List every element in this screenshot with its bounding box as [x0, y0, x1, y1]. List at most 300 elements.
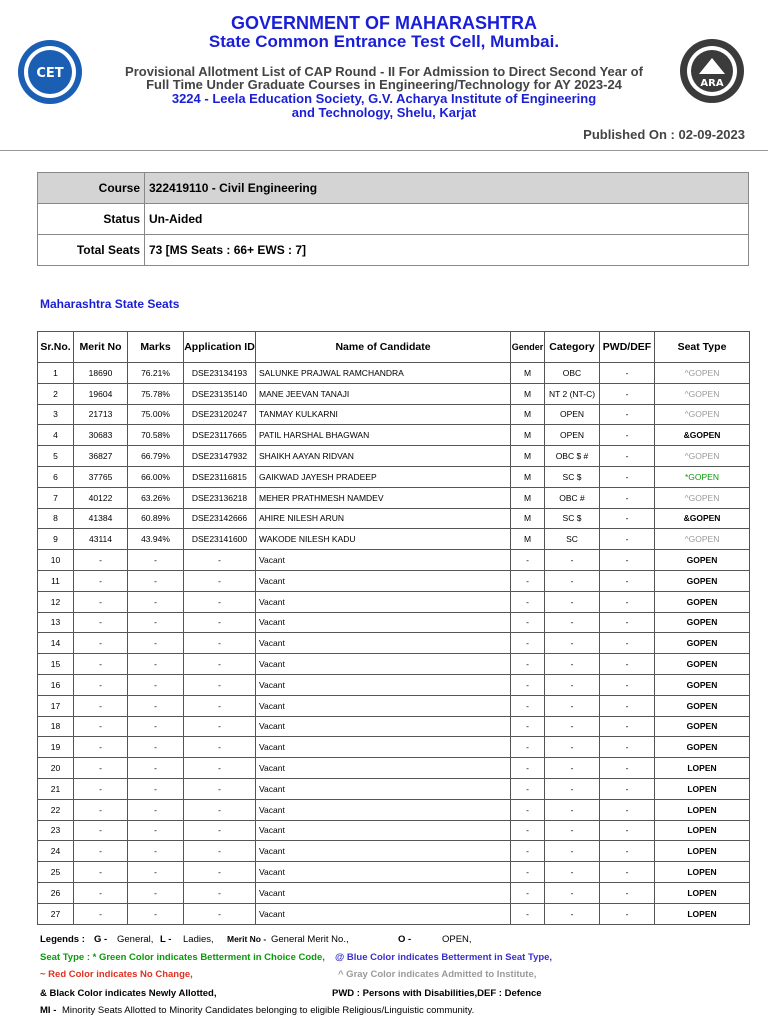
merit-no-cell: - — [74, 633, 128, 654]
legend-line-3 — [40, 969, 537, 980]
sr-no-cell: 2 — [38, 383, 74, 404]
category-cell: - — [545, 882, 600, 903]
merit-no-cell: - — [74, 841, 128, 862]
application-id-cell: DSE23117665 — [184, 425, 256, 446]
legend-gray: ^ Gray Color indicates Admitted to Institute, — [338, 969, 537, 980]
institute-name-1: 3224 - Leela Education Society, G.V. Acharya Institute of Engineering — [171, 91, 597, 106]
application-id-cell: - — [184, 716, 256, 737]
merit-no-cell: 30683 — [74, 425, 128, 446]
table-row — [38, 841, 750, 862]
list-subtitle-2: Full Time Under Graduate Courses in Engineering/Technology for AY 2023-24 — [146, 77, 622, 92]
marks-cell: - — [128, 570, 184, 591]
institute-name-2: and Technology, Shelu, Karjat — [291, 105, 477, 120]
gender-cell: M — [511, 508, 545, 529]
candidate-name-cell: GAIKWAD JAYESH PRADEEP — [256, 466, 511, 487]
table-row — [38, 363, 750, 384]
candidate-name-cell: Vacant — [256, 612, 511, 633]
application-id-cell: - — [184, 591, 256, 612]
merit-no-cell: - — [74, 882, 128, 903]
legend-line-4 — [40, 988, 542, 999]
marks-cell: - — [128, 550, 184, 571]
pwd-def-cell: - — [600, 383, 655, 404]
course-label: Course — [38, 173, 145, 204]
sr-no-cell: 1 — [38, 363, 74, 384]
marks-cell: - — [128, 654, 184, 675]
seat-type-cell: ^GOPEN — [655, 446, 750, 467]
pwd-def-cell: - — [600, 654, 655, 675]
table-row — [38, 758, 750, 779]
table-row — [38, 695, 750, 716]
sr-no-cell: 12 — [38, 591, 74, 612]
application-id-cell: DSE23135140 — [184, 383, 256, 404]
candidate-name-cell: Vacant — [256, 591, 511, 612]
seat-type-cell: LOPEN — [655, 799, 750, 820]
application-id-cell: - — [184, 633, 256, 654]
pwd-def-cell: - — [600, 841, 655, 862]
candidate-name-cell: Vacant — [256, 799, 511, 820]
merit-no-cell: - — [74, 820, 128, 841]
category-cell: - — [545, 612, 600, 633]
merit-no-cell: - — [74, 716, 128, 737]
gender-cell: M — [511, 529, 545, 550]
seat-type-cell: GOPEN — [655, 612, 750, 633]
candidate-name-cell: AHIRE NILESH ARUN — [256, 508, 511, 529]
pwd-def-cell: - — [600, 446, 655, 467]
pwd-def-cell: - — [600, 674, 655, 695]
category-cell: - — [545, 778, 600, 799]
merit-no-cell: 18690 — [74, 363, 128, 384]
table-row — [38, 778, 750, 799]
table-row — [38, 383, 750, 404]
total-seats-label: Total Seats — [38, 235, 145, 266]
application-id-cell: - — [184, 862, 256, 883]
marks-cell: - — [128, 862, 184, 883]
seat-type-cell: &GOPEN — [655, 425, 750, 446]
merit-no-cell: 43114 — [74, 529, 128, 550]
candidate-name-cell: SHAIKH AAYAN RIDVAN — [256, 446, 511, 467]
seat-type-cell: LOPEN — [655, 758, 750, 779]
marks-cell: - — [128, 903, 184, 924]
list-subtitle-1: Provisional Allotment List of CAP Round - II For Admission to Direct Second Year of — [125, 64, 643, 79]
legend-pwd: PWD : Persons with Disabilities,DEF : Defence — [332, 988, 542, 999]
category-cell: OBC — [545, 363, 600, 384]
status-row — [38, 204, 749, 235]
pwd-def-cell: - — [600, 695, 655, 716]
marks-cell: - — [128, 841, 184, 862]
pwd-def-cell: - — [600, 820, 655, 841]
gender-cell: - — [511, 737, 545, 758]
candidate-name-cell: PATIL HARSHAL BHAGWAN — [256, 425, 511, 446]
course-row — [38, 173, 749, 204]
pwd-def-cell: - — [600, 903, 655, 924]
pwd-def-cell: - — [600, 862, 655, 883]
gender-cell: - — [511, 716, 545, 737]
table-row — [38, 903, 750, 924]
seat-type-cell: *GOPEN — [655, 466, 750, 487]
category-cell: - — [545, 591, 600, 612]
table-row — [38, 820, 750, 841]
sr-no-cell: 6 — [38, 466, 74, 487]
table-row — [38, 716, 750, 737]
gender-cell: - — [511, 862, 545, 883]
merit-no-cell: - — [74, 612, 128, 633]
application-id-cell: - — [184, 799, 256, 820]
merit-no-cell: - — [74, 778, 128, 799]
legend-line-5 — [40, 1005, 475, 1016]
pwd-def-cell: - — [600, 716, 655, 737]
table-body — [38, 363, 750, 925]
total-seats-value: 73 [MS Seats : 66+ EWS : 7] — [145, 235, 749, 266]
category-cell: - — [545, 903, 600, 924]
application-id-cell: DSE23120247 — [184, 404, 256, 425]
allotment-table — [37, 331, 750, 925]
pwd-def-cell: - — [600, 487, 655, 508]
course-info-table — [37, 172, 749, 266]
application-id-cell: DSE23141600 — [184, 529, 256, 550]
candidate-name-cell: Vacant — [256, 841, 511, 862]
candidate-name-cell: Vacant — [256, 550, 511, 571]
table-row — [38, 508, 750, 529]
candidate-name-cell: Vacant — [256, 695, 511, 716]
table-row — [38, 487, 750, 508]
marks-cell: 75.78% — [128, 383, 184, 404]
table-row — [38, 550, 750, 571]
seat-type-cell: LOPEN — [655, 862, 750, 883]
candidate-name-cell: Vacant — [256, 758, 511, 779]
table-row — [38, 404, 750, 425]
marks-cell: 70.58% — [128, 425, 184, 446]
merit-no-cell: - — [74, 862, 128, 883]
application-id-cell: - — [184, 695, 256, 716]
legend-line-1 — [40, 934, 472, 945]
marks-cell: - — [128, 778, 184, 799]
category-cell: - — [545, 570, 600, 591]
application-id-cell: DSE23142666 — [184, 508, 256, 529]
pwd-def-header: PWD/DEF — [600, 332, 655, 363]
gender-cell: - — [511, 570, 545, 591]
legend-o-key: O - — [398, 934, 412, 945]
pwd-def-cell: - — [600, 633, 655, 654]
category-cell: SC — [545, 529, 600, 550]
legend-black: & Black Color indicates Newly Allotted, — [40, 988, 217, 999]
application-id-cell: - — [184, 550, 256, 571]
sr-no-cell: 22 — [38, 799, 74, 820]
sr-no-cell: 8 — [38, 508, 74, 529]
sr-no-cell: 18 — [38, 716, 74, 737]
application-id-cell: - — [184, 674, 256, 695]
application-id-cell: - — [184, 654, 256, 675]
pwd-def-cell: - — [600, 758, 655, 779]
marks-cell: - — [128, 882, 184, 903]
marks-cell: - — [128, 591, 184, 612]
candidate-name-cell: Vacant — [256, 903, 511, 924]
category-cell: - — [545, 737, 600, 758]
gender-cell: - — [511, 633, 545, 654]
candidate-name-cell: SALUNKE PRAJWAL RAMCHANDRA — [256, 363, 511, 384]
category-cell: - — [545, 716, 600, 737]
gender-cell: M — [511, 466, 545, 487]
candidate-name-cell: Vacant — [256, 862, 511, 883]
sr-no-cell: 4 — [38, 425, 74, 446]
merit-no-cell: 21713 — [74, 404, 128, 425]
legend-blue: @ Blue Color indicates Betterment in Seat Type, — [335, 952, 553, 963]
marks-cell: 63.26% — [128, 487, 184, 508]
marks-cell: - — [128, 737, 184, 758]
legend-o-text: OPEN, — [442, 934, 472, 945]
merit-no-cell: - — [74, 799, 128, 820]
gender-cell: - — [511, 820, 545, 841]
legend-red: ~ Red Color indicates No Change, — [40, 969, 193, 980]
category-cell: OPEN — [545, 404, 600, 425]
legend-l-key: L - — [160, 934, 172, 945]
sr-no-cell: 13 — [38, 612, 74, 633]
marks-cell: - — [128, 799, 184, 820]
status-label: Status — [38, 204, 145, 235]
pwd-def-cell: - — [600, 799, 655, 820]
candidate-name-cell: WAKODE NILESH KADU — [256, 529, 511, 550]
table-row — [38, 674, 750, 695]
application-id-cell: DSE23134193 — [184, 363, 256, 384]
sr-no-cell: 21 — [38, 778, 74, 799]
marks-cell: - — [128, 612, 184, 633]
marks-cell: 60.89% — [128, 508, 184, 529]
table-row — [38, 633, 750, 654]
legend-mi-key: MI - — [40, 1005, 57, 1016]
application-id-cell: - — [184, 820, 256, 841]
merit-no-cell: 19604 — [74, 383, 128, 404]
sr-no-cell: 14 — [38, 633, 74, 654]
seat-type-header: Seat Type — [655, 332, 750, 363]
sr-no-cell: 25 — [38, 862, 74, 883]
category-cell: OBC $ # — [545, 446, 600, 467]
seat-type-cell: ^GOPEN — [655, 404, 750, 425]
category-cell: SC $ — [545, 508, 600, 529]
section-title: Maharashtra State Seats — [40, 297, 180, 311]
table-row — [38, 425, 750, 446]
seat-type-cell: &GOPEN — [655, 508, 750, 529]
category-cell: - — [545, 841, 600, 862]
candidate-name-cell: Vacant — [256, 633, 511, 654]
status-value: Un-Aided — [145, 204, 749, 235]
total-seats-row — [38, 235, 749, 266]
gender-cell: M — [511, 446, 545, 467]
seat-type-cell: GOPEN — [655, 570, 750, 591]
sr-no-header: Sr.No. — [38, 332, 74, 363]
seat-type-cell: GOPEN — [655, 550, 750, 571]
table-row — [38, 591, 750, 612]
pwd-def-cell: - — [600, 550, 655, 571]
application-id-cell: DSE23147932 — [184, 446, 256, 467]
seat-type-cell: ^GOPEN — [655, 529, 750, 550]
sr-no-cell: 10 — [38, 550, 74, 571]
table-header-row — [38, 332, 750, 363]
candidate-name-header: Name of Candidate — [256, 332, 511, 363]
marks-header: Marks — [128, 332, 184, 363]
merit-no-cell: - — [74, 758, 128, 779]
pwd-def-cell: - — [600, 404, 655, 425]
legend-green: Seat Type : * Green Color indicates Betterment in Choice Code, — [40, 952, 325, 963]
pwd-def-cell: - — [600, 529, 655, 550]
pwd-def-cell: - — [600, 363, 655, 384]
seat-type-cell: GOPEN — [655, 654, 750, 675]
marks-cell: - — [128, 633, 184, 654]
merit-no-cell: - — [74, 674, 128, 695]
sr-no-cell: 9 — [38, 529, 74, 550]
category-cell: SC $ — [545, 466, 600, 487]
merit-no-cell: 41384 — [74, 508, 128, 529]
pwd-def-cell: - — [600, 508, 655, 529]
candidate-name-cell: Vacant — [256, 820, 511, 841]
pwd-def-cell: - — [600, 612, 655, 633]
seat-type-cell: GOPEN — [655, 633, 750, 654]
gender-cell: - — [511, 591, 545, 612]
candidate-name-cell: Vacant — [256, 778, 511, 799]
application-id-cell: - — [184, 903, 256, 924]
marks-cell: - — [128, 716, 184, 737]
sr-no-cell: 17 — [38, 695, 74, 716]
application-id-cell: - — [184, 570, 256, 591]
published-date: Published On : 02-09-2023 — [583, 127, 745, 142]
application-id-cell: - — [184, 612, 256, 633]
legend-merit-text: General Merit No., — [271, 934, 349, 945]
sr-no-cell: 5 — [38, 446, 74, 467]
table-row — [38, 882, 750, 903]
document-header — [0, 0, 768, 150]
candidate-name-cell: MEHER PRATHMESH NAMDEV — [256, 487, 511, 508]
cell-title: State Common Entrance Test Cell, Mumbai. — [208, 32, 560, 51]
gender-cell: - — [511, 841, 545, 862]
candidate-name-cell: Vacant — [256, 716, 511, 737]
legend-g-key: G - — [94, 934, 108, 945]
seat-type-cell: GOPEN — [655, 695, 750, 716]
ara-logo-text: ARA — [700, 78, 724, 89]
gender-cell: - — [511, 612, 545, 633]
legend-label: Legends : — [40, 934, 85, 945]
sr-no-cell: 16 — [38, 674, 74, 695]
seat-type-cell: LOPEN — [655, 882, 750, 903]
seat-type-cell: ^GOPEN — [655, 487, 750, 508]
gender-cell: - — [511, 903, 545, 924]
marks-cell: - — [128, 820, 184, 841]
category-cell: NT 2 (NT-C) — [545, 383, 600, 404]
table-row — [38, 799, 750, 820]
category-cell: OBC # — [545, 487, 600, 508]
gender-cell: - — [511, 758, 545, 779]
legend-merit-key: Merit No - — [227, 934, 267, 944]
merit-no-cell: - — [74, 654, 128, 675]
marks-cell: 75.00% — [128, 404, 184, 425]
merit-no-cell: 40122 — [74, 487, 128, 508]
government-title: GOVERNMENT OF MAHARASHTRA — [231, 13, 537, 33]
legend-line-2 — [40, 952, 553, 963]
sr-no-cell: 23 — [38, 820, 74, 841]
table-row — [38, 570, 750, 591]
pwd-def-cell: - — [600, 778, 655, 799]
category-cell: - — [545, 550, 600, 571]
candidate-name-cell: Vacant — [256, 570, 511, 591]
gender-cell: - — [511, 550, 545, 571]
marks-cell: - — [128, 758, 184, 779]
pwd-def-cell: - — [600, 466, 655, 487]
candidate-name-cell: Vacant — [256, 674, 511, 695]
seat-type-cell: GOPEN — [655, 674, 750, 695]
seat-type-cell: LOPEN — [655, 841, 750, 862]
application-id-cell: - — [184, 737, 256, 758]
table-row — [38, 612, 750, 633]
gender-cell: M — [511, 383, 545, 404]
seat-type-cell: LOPEN — [655, 778, 750, 799]
marks-cell: - — [128, 695, 184, 716]
merit-no-cell: 36827 — [74, 446, 128, 467]
application-id-cell: - — [184, 758, 256, 779]
pwd-def-cell: - — [600, 737, 655, 758]
gender-cell: - — [511, 654, 545, 675]
marks-cell: 76.21% — [128, 363, 184, 384]
marks-cell: 66.79% — [128, 446, 184, 467]
merit-no-cell: - — [74, 570, 128, 591]
application-id-cell: DSE23136218 — [184, 487, 256, 508]
marks-cell: 43.94% — [128, 529, 184, 550]
seat-type-cell: GOPEN — [655, 716, 750, 737]
seat-type-cell: LOPEN — [655, 903, 750, 924]
merit-no-cell: - — [74, 591, 128, 612]
table-row — [38, 466, 750, 487]
candidate-name-cell: Vacant — [256, 882, 511, 903]
application-id-cell: - — [184, 778, 256, 799]
merit-no-cell: 37765 — [74, 466, 128, 487]
legend-mi-text: Minority Seats Allotted to Minority Candidates belonging to eligible Religious/Linguistic community. — [62, 1005, 475, 1016]
gender-header: Gender — [511, 332, 545, 363]
cet-logo-text: CET — [36, 66, 64, 81]
gender-cell: - — [511, 778, 545, 799]
course-value: 322419110 - Civil Engineering — [145, 173, 749, 204]
sr-no-cell: 15 — [38, 654, 74, 675]
pwd-def-cell: - — [600, 570, 655, 591]
table-row — [38, 529, 750, 550]
category-header: Category — [545, 332, 600, 363]
merit-no-cell: - — [74, 695, 128, 716]
gender-cell: - — [511, 695, 545, 716]
sr-no-cell: 20 — [38, 758, 74, 779]
category-cell: - — [545, 758, 600, 779]
merit-no-cell: - — [74, 903, 128, 924]
sr-no-cell: 19 — [38, 737, 74, 758]
table-row — [38, 862, 750, 883]
gender-cell: M — [511, 363, 545, 384]
category-cell: - — [545, 862, 600, 883]
pwd-def-cell: - — [600, 591, 655, 612]
legend-g-text: General, — [117, 934, 154, 945]
table-row — [38, 737, 750, 758]
table-row — [38, 446, 750, 467]
seat-type-cell: ^GOPEN — [655, 363, 750, 384]
gender-cell: M — [511, 487, 545, 508]
category-cell: OPEN — [545, 425, 600, 446]
gender-cell: - — [511, 674, 545, 695]
application-id-cell: - — [184, 882, 256, 903]
pwd-def-cell: - — [600, 882, 655, 903]
candidate-name-cell: TANMAY KULKARNI — [256, 404, 511, 425]
candidate-name-cell: Vacant — [256, 737, 511, 758]
merit-no-cell: - — [74, 737, 128, 758]
seat-type-cell: LOPEN — [655, 820, 750, 841]
category-cell: - — [545, 799, 600, 820]
application-id-header: Application ID — [184, 332, 256, 363]
pwd-def-cell: - — [600, 425, 655, 446]
seat-type-cell: GOPEN — [655, 737, 750, 758]
legend-l-text: Ladies, — [183, 934, 214, 945]
table-row — [38, 654, 750, 675]
